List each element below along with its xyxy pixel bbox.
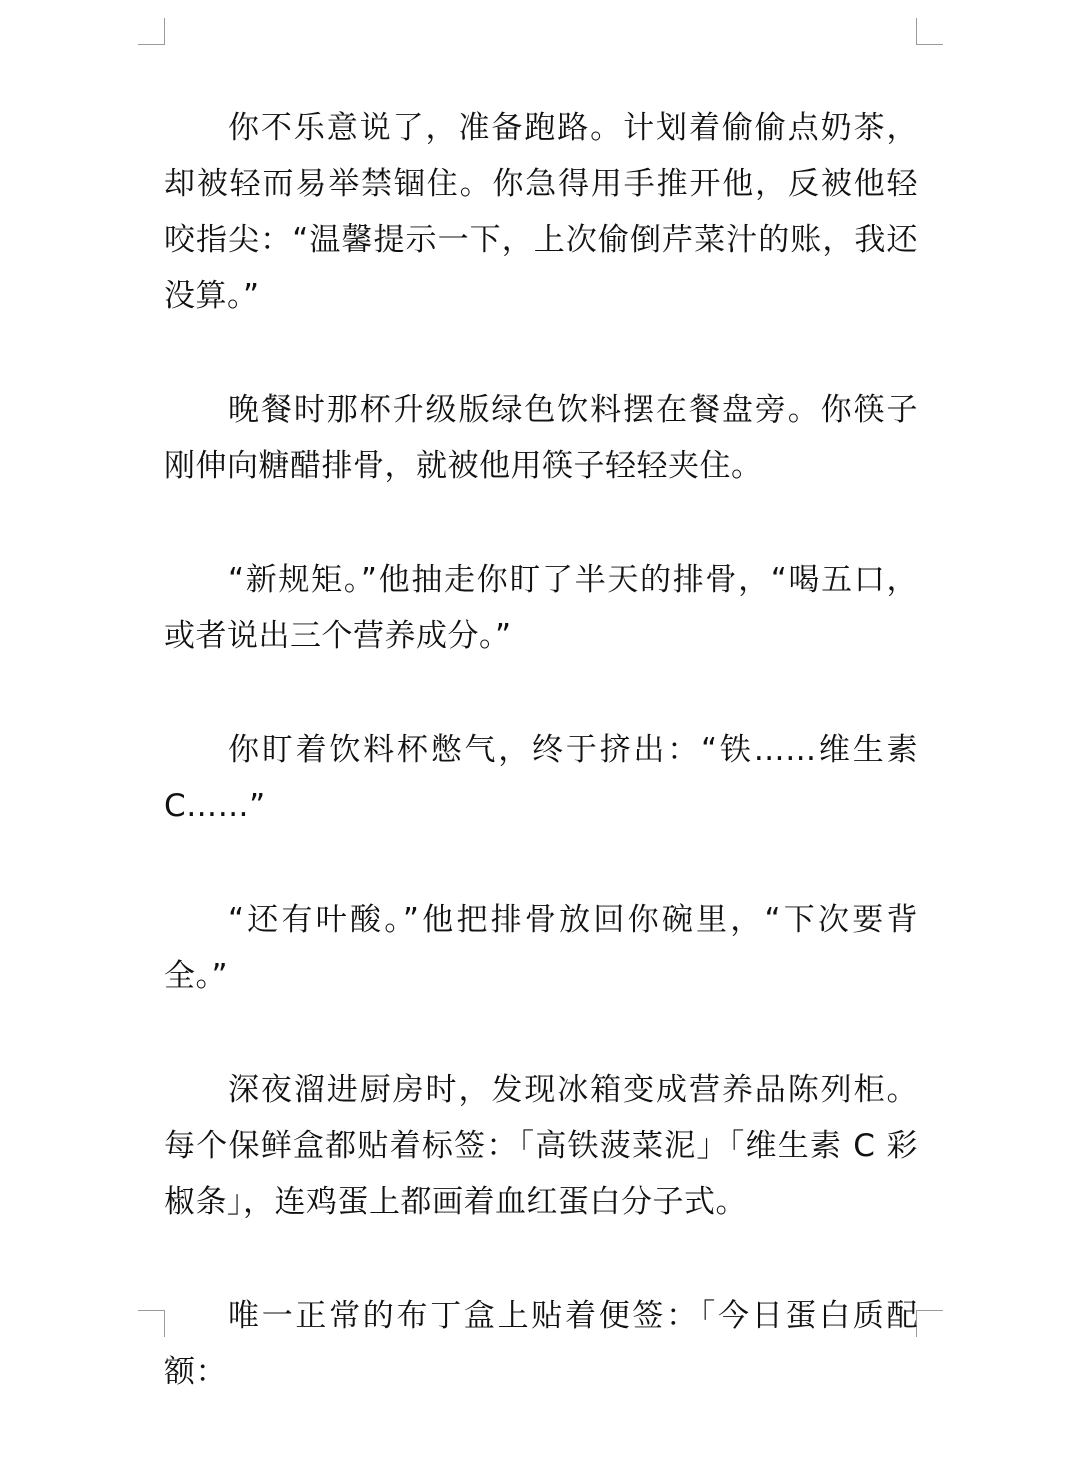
paragraph: 唯一正常的布丁盒上贴着便签：「今日蛋白质配额： <box>164 1298 918 1390</box>
crop-mark-bottom-left <box>138 1310 165 1337</box>
paragraph: 你盯着饮料杯憋气，终于挤出：“铁……维生素C……” <box>164 732 918 824</box>
paragraph: 深夜溜进厨房时，发现冰箱变成营养品陈列柜。每个保鲜盒都贴着标签：「高铁菠菜泥」「维生素 C 彩椒条」，连鸡蛋上都画着血红蛋白分子式。 <box>164 1072 918 1220</box>
document-body <box>164 100 918 1458</box>
crop-mark-top-right <box>916 18 943 45</box>
paragraph: “新规矩。”他抽走你盯了半天的排骨，“喝五口，或者说出三个营养成分。” <box>164 562 918 654</box>
paragraph: 你不乐意说了，准备跑路。计划着偷偷点奶茶，却被轻而易举禁锢住。你急得用手推开他，反被他轻咬指尖：“温馨提示一下，上次偷倒芹菜汁的账，我还没算。” <box>164 110 918 314</box>
crop-mark-bottom-right <box>916 1310 943 1337</box>
paragraph: “还有叶酸。”他把排骨放回你碗里，“下次要背全。” <box>164 902 918 994</box>
crop-mark-top-left <box>138 18 165 45</box>
paragraph: 晚餐时那杯升级版绿色饮料摆在餐盘旁。你筷子刚伸向糖醋排骨，就被他用筷子轻轻夹住。 <box>164 392 918 484</box>
